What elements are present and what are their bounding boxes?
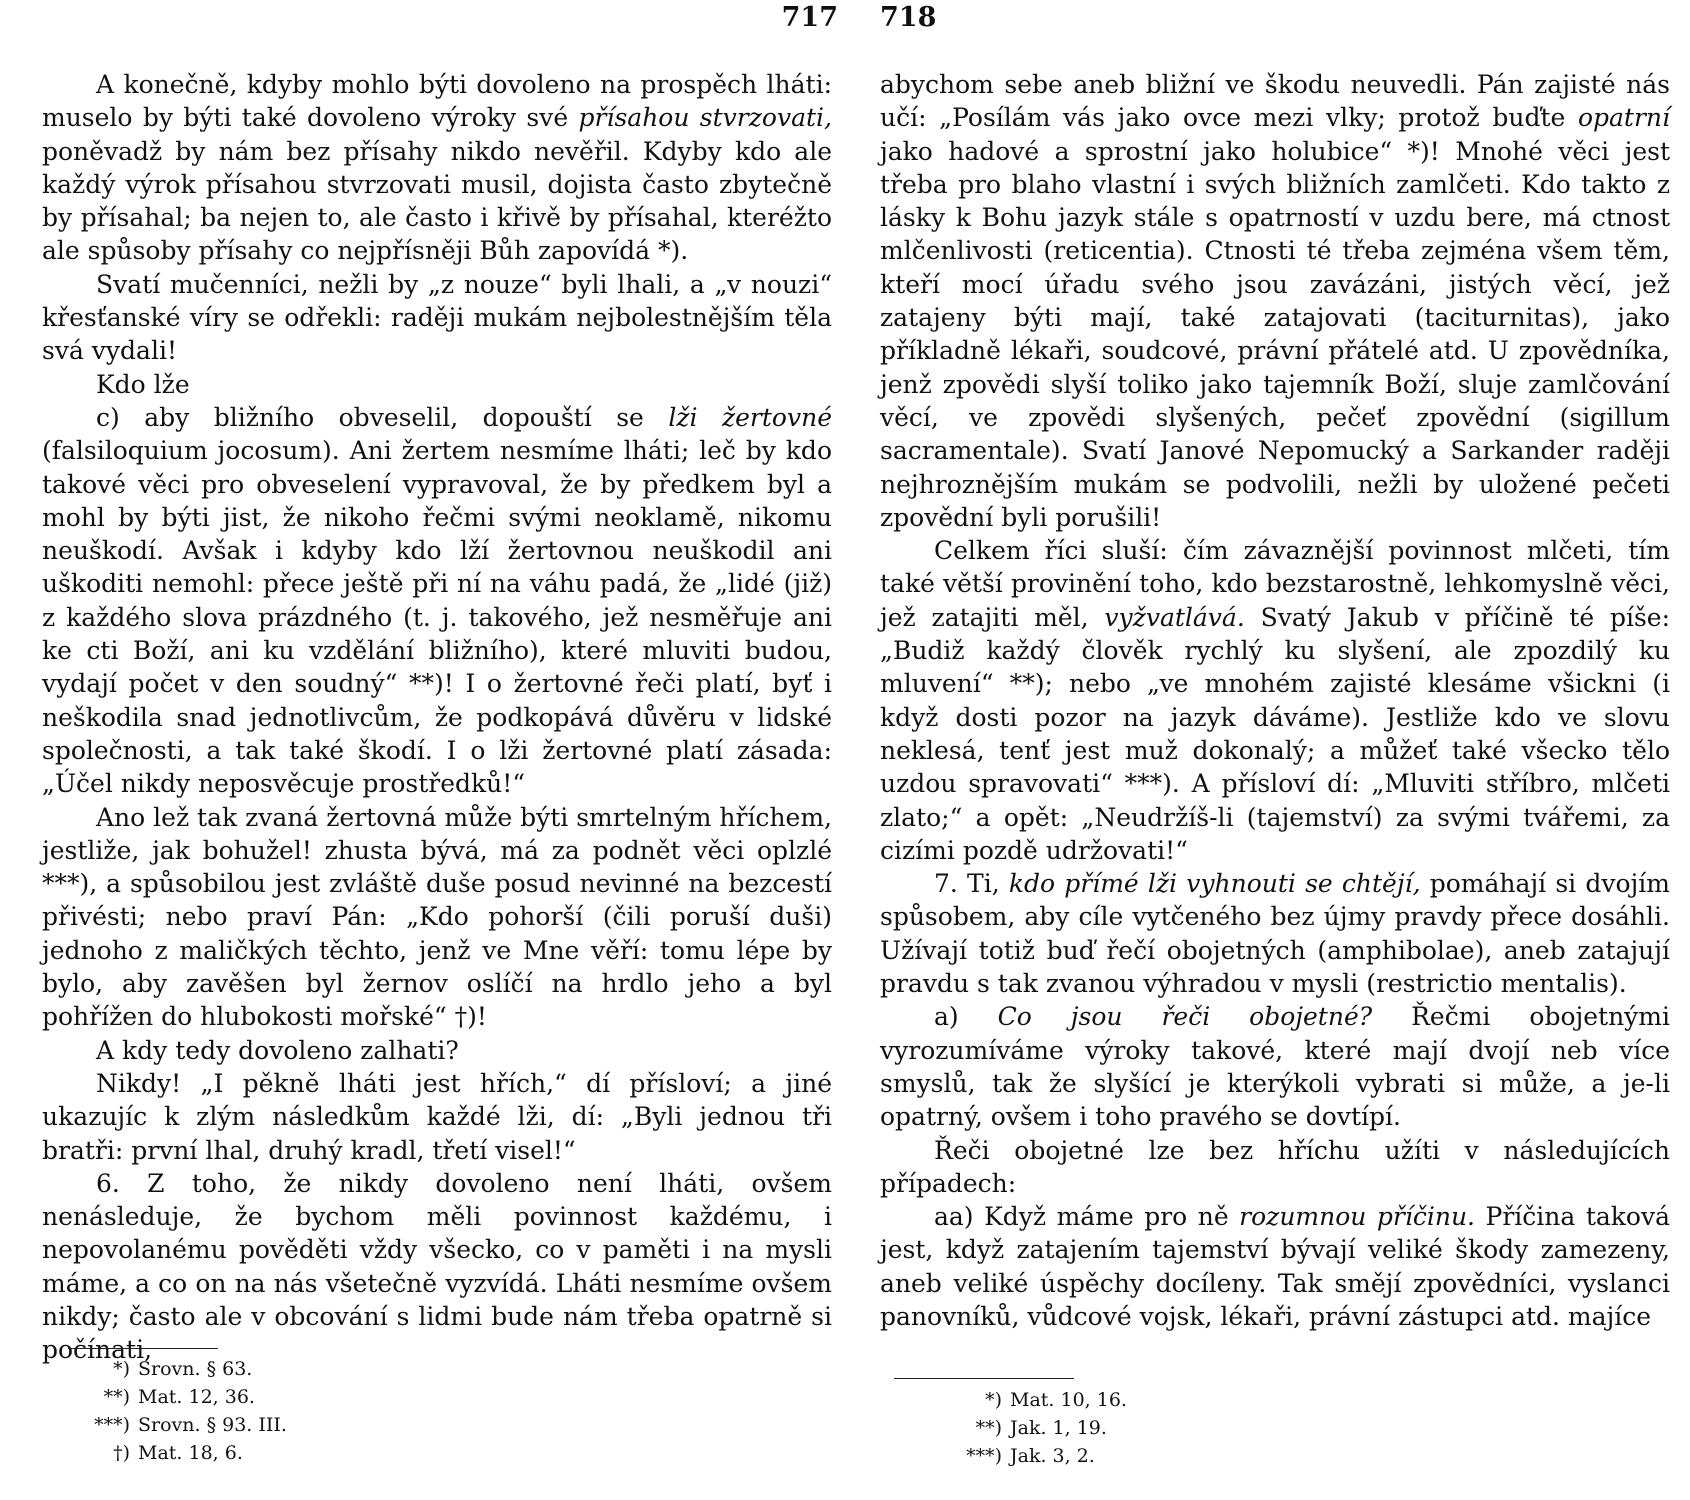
footnote-divider: [894, 1378, 1074, 1379]
footnote-mark: ***): [94, 1414, 130, 1436]
footnote-mark: **): [103, 1386, 130, 1408]
footnotes: [68, 1355, 287, 1467]
footnote: [68, 1383, 287, 1411]
paragraph: A kdy tedy dovoleno zalhati?: [96, 1035, 459, 1065]
footnote-mark: *): [113, 1358, 130, 1380]
paragraph: Svatí mučenníci, nežli by „z nouze“ byli lhali, a „v nouzi“ křesťanské víry se odřekli: raději mukám nejbolestnějším těla svá vydali!: [42, 269, 832, 366]
body-text: [42, 68, 832, 1367]
paragraph: 6. Z toho, že nikdy dovoleno není lháti, ovšem nenásleduje, že bychom měli povinnost každému, i nepovolanému pověděti vždy všecko, co v paměti i na mysli máme, a co on na nás všetečně vyzvídá. Lháti nesmíme ovšem nikdy; často ale v obcování s lidmi bude nám třeba opatrně si počínati,: [42, 1168, 832, 1365]
footnote-text: Mat. 12, 36.: [138, 1386, 255, 1408]
footnote-mark: ***): [966, 1445, 1002, 1467]
paragraph: abychom sebe aneb bližní ve škodu neuvedli. Pán zajisté nás učí: „Posílám vás jako ovce mezi vlky; protož buďte opatrní jako hadové a sprostní jako holubice“ *)! Mnohé věci jest třeba pro blaho vlastní i svých bližních zamlčeti. Kdo takto z lásky k Bohu jazyk stále s opatrností v uzdu bere, má ctnost mlčenlivosti (reticentia). Ctnosti té třeba zejména všem těm, kteří mocí úřadu svého jsou zavázáni, jistých věcí, jež zatajeny býti mají, také zatajovati (taciturnitas), jako příkladně lékaři, soudcové, právní přátelé atd. U zpovědníka, jenž zpovědi slyší toliko jako tajemník Boží, sluje zamlčování věcí, ve zpovědi slyšených, pečeť zpovědní (sigillum sacramentale). Svatí Janové Nepomucký a Sarkander raději nejhroznějším mukám se podvolili, nežli by uložené pečeti zpovědní byli porušili!: [880, 70, 1670, 532]
footnote-text: Jak. 1, 19.: [1010, 1417, 1107, 1439]
footnote-divider: [68, 1348, 218, 1349]
paragraph: Nikdy! „I pěkně lháti jest hřích,“ dí přísloví; a jiné ukazujíc k zlým následkům každé lži, dí: „Byli jednou tři bratři: první lhal, druhý kradl, třetí visel!“: [42, 1068, 832, 1165]
footnote: [940, 1414, 1127, 1442]
footnote-text: Mat. 18, 6.: [138, 1442, 243, 1464]
left-page: [18, 0, 838, 1500]
paragraph: c) aby bližního obveselil, dopouští se lži žertovné (falsiloquium jocosum). Ani žertem nesmíme lháti; leč by kdo takové věci pro obveselení vypravoval, že by předkem byl a mohl by býti jist, že nikoho řečmi svými neoklamě, nikomu neuškodí. Avšak i kdyby kdo lží žertovnou neuškodil ani uškoditi nemohl: přece ještě při ní na váhu padá, že „lidé (již) z každého slova prázdného (t. j. takového, jež nesměřuje ani ke cti Boží, ani ku vzdělání bližního), které mluviti budou, vydají počet v den soudný“ **)! I o žertovné řeči platí, byť i neškodila snad jednotlivcům, že podkopává důvěru v lidské společnosti, a tak také škodí. I o lži žertovné platí zásada: „Účel nikdy neposvěcuje prostředků!“: [42, 402, 832, 799]
footnote-mark: †): [113, 1442, 130, 1464]
footnote-text: Srovn. § 63.: [138, 1358, 253, 1380]
footnote-text: Jak. 3, 2.: [1010, 1445, 1095, 1467]
footnotes: [940, 1386, 1127, 1470]
paragraph: A konečně, kdyby mohlo býti dovoleno na prospěch lháti: muselo by býti také dovoleno výroky své přísahou stvrzovati, poněvadž by nám bez přísahy nikdo nevěřil. Kdyby kdo ale každý výrok přísahou stvrzovati musil, dojista často zbytečně by přísahal; ba nejen to, ale často i křivě by přísahal, kteréžto ale spůsoby přísahy co nejpřísněji Bůh zapovídá *).: [42, 70, 832, 266]
right-page: [880, 0, 1690, 1500]
footnote-mark: *): [985, 1389, 1002, 1411]
footnote: [68, 1355, 287, 1383]
footnote: [940, 1386, 1127, 1414]
footnote: [68, 1439, 287, 1467]
paragraph: Celkem říci sluší: čím závaznější povinnost mlčeti, tím také větší provinění toho, kdo bezstarostně, lehkomyslně věci, jež zatajiti měl, vyžvatlává. Svatý Jakub v příčině té píše: „Budiž každý člověk rychlý ku slyšení, ale zpozdilý ku mluvení“ **); nebo „ve mnohém zajisté klesáme všickni (i když dosti pozor na jazyk dáváme). Jestliže kdo ve slovu neklesá, tenť jest muž dokonalý; a můžeť také všecko tělo uzdou spravovati“ ***). A přísloví dí: „Mluviti stříbro, mlčeti zlato;“ a opět: „Neudržíš-li (tajemství) za svými tvářemi, za cizími pozdě udržovati!“: [880, 536, 1670, 865]
page-number: 718: [880, 2, 937, 33]
footnote-text: Srovn. § 93. III.: [138, 1414, 287, 1436]
body-text: [880, 68, 1670, 1333]
footnote-mark: **): [975, 1417, 1002, 1439]
page-number: 717: [781, 2, 838, 33]
paragraph: aa) Když máme pro ně rozumnou příčinu. Příčina taková jest, když zatajením tajemství bývají veliké škody zamezeny, aneb veliké úspěchy docíleny. Tak smějí zpovědníci, vyslanci panovníků, vůdcové vojsk, lékaři, právní zástupci atd. majíce: [880, 1202, 1671, 1331]
footnote: [940, 1442, 1127, 1470]
paragraph: 7. Ti, kdo přímé lži vyhnouti se chtějí, pomáhají si dvojím spůsobem, aby cíle vytčeného bez újmy pravdy přece dosáhli. Užívají totiž buď řečí obojetných (amphibolae), aneb zatajují pravdu s tak zvanou výhradou v mysli (restrictio mentalis).: [880, 869, 1670, 999]
paragraph: Kdo lže: [96, 369, 190, 399]
paragraph: a) Co jsou řeči obojetné? Řečmi obojetnými vyrozumíváme výroky takové, které mají dvojí neb více smyslů, tak že slyšící je kterýkoli vybrati si může, a je-li opatrný, ovšem i toho pravého se dovtípí.: [880, 1002, 1671, 1132]
footnote: [68, 1411, 287, 1439]
paragraph: Řeči obojetné lze bez hříchu užíti v následujících případech:: [880, 1135, 1670, 1198]
footnote-text: Mat. 10, 16.: [1010, 1389, 1127, 1411]
paragraph: Ano lež tak zvaná žertovná může býti smrtelným hříchem, jestliže, jak bohužel! zhusta bývá, má za podnět věci oplzlé ***), a spůsobilou jest zvláště duše posud nevinné na bezcestí přivésti; nebo praví Pán: „Kdo pohorší (čili poruší duši) jednoho z maličkých těchto, jenž ve Mne věří: tomu lépe by bylo, aby zavěšen byl žernov oslíčí na hrdlo jeho a byl pohřížen do hlubokosti mořské“ †)!: [42, 802, 832, 1032]
